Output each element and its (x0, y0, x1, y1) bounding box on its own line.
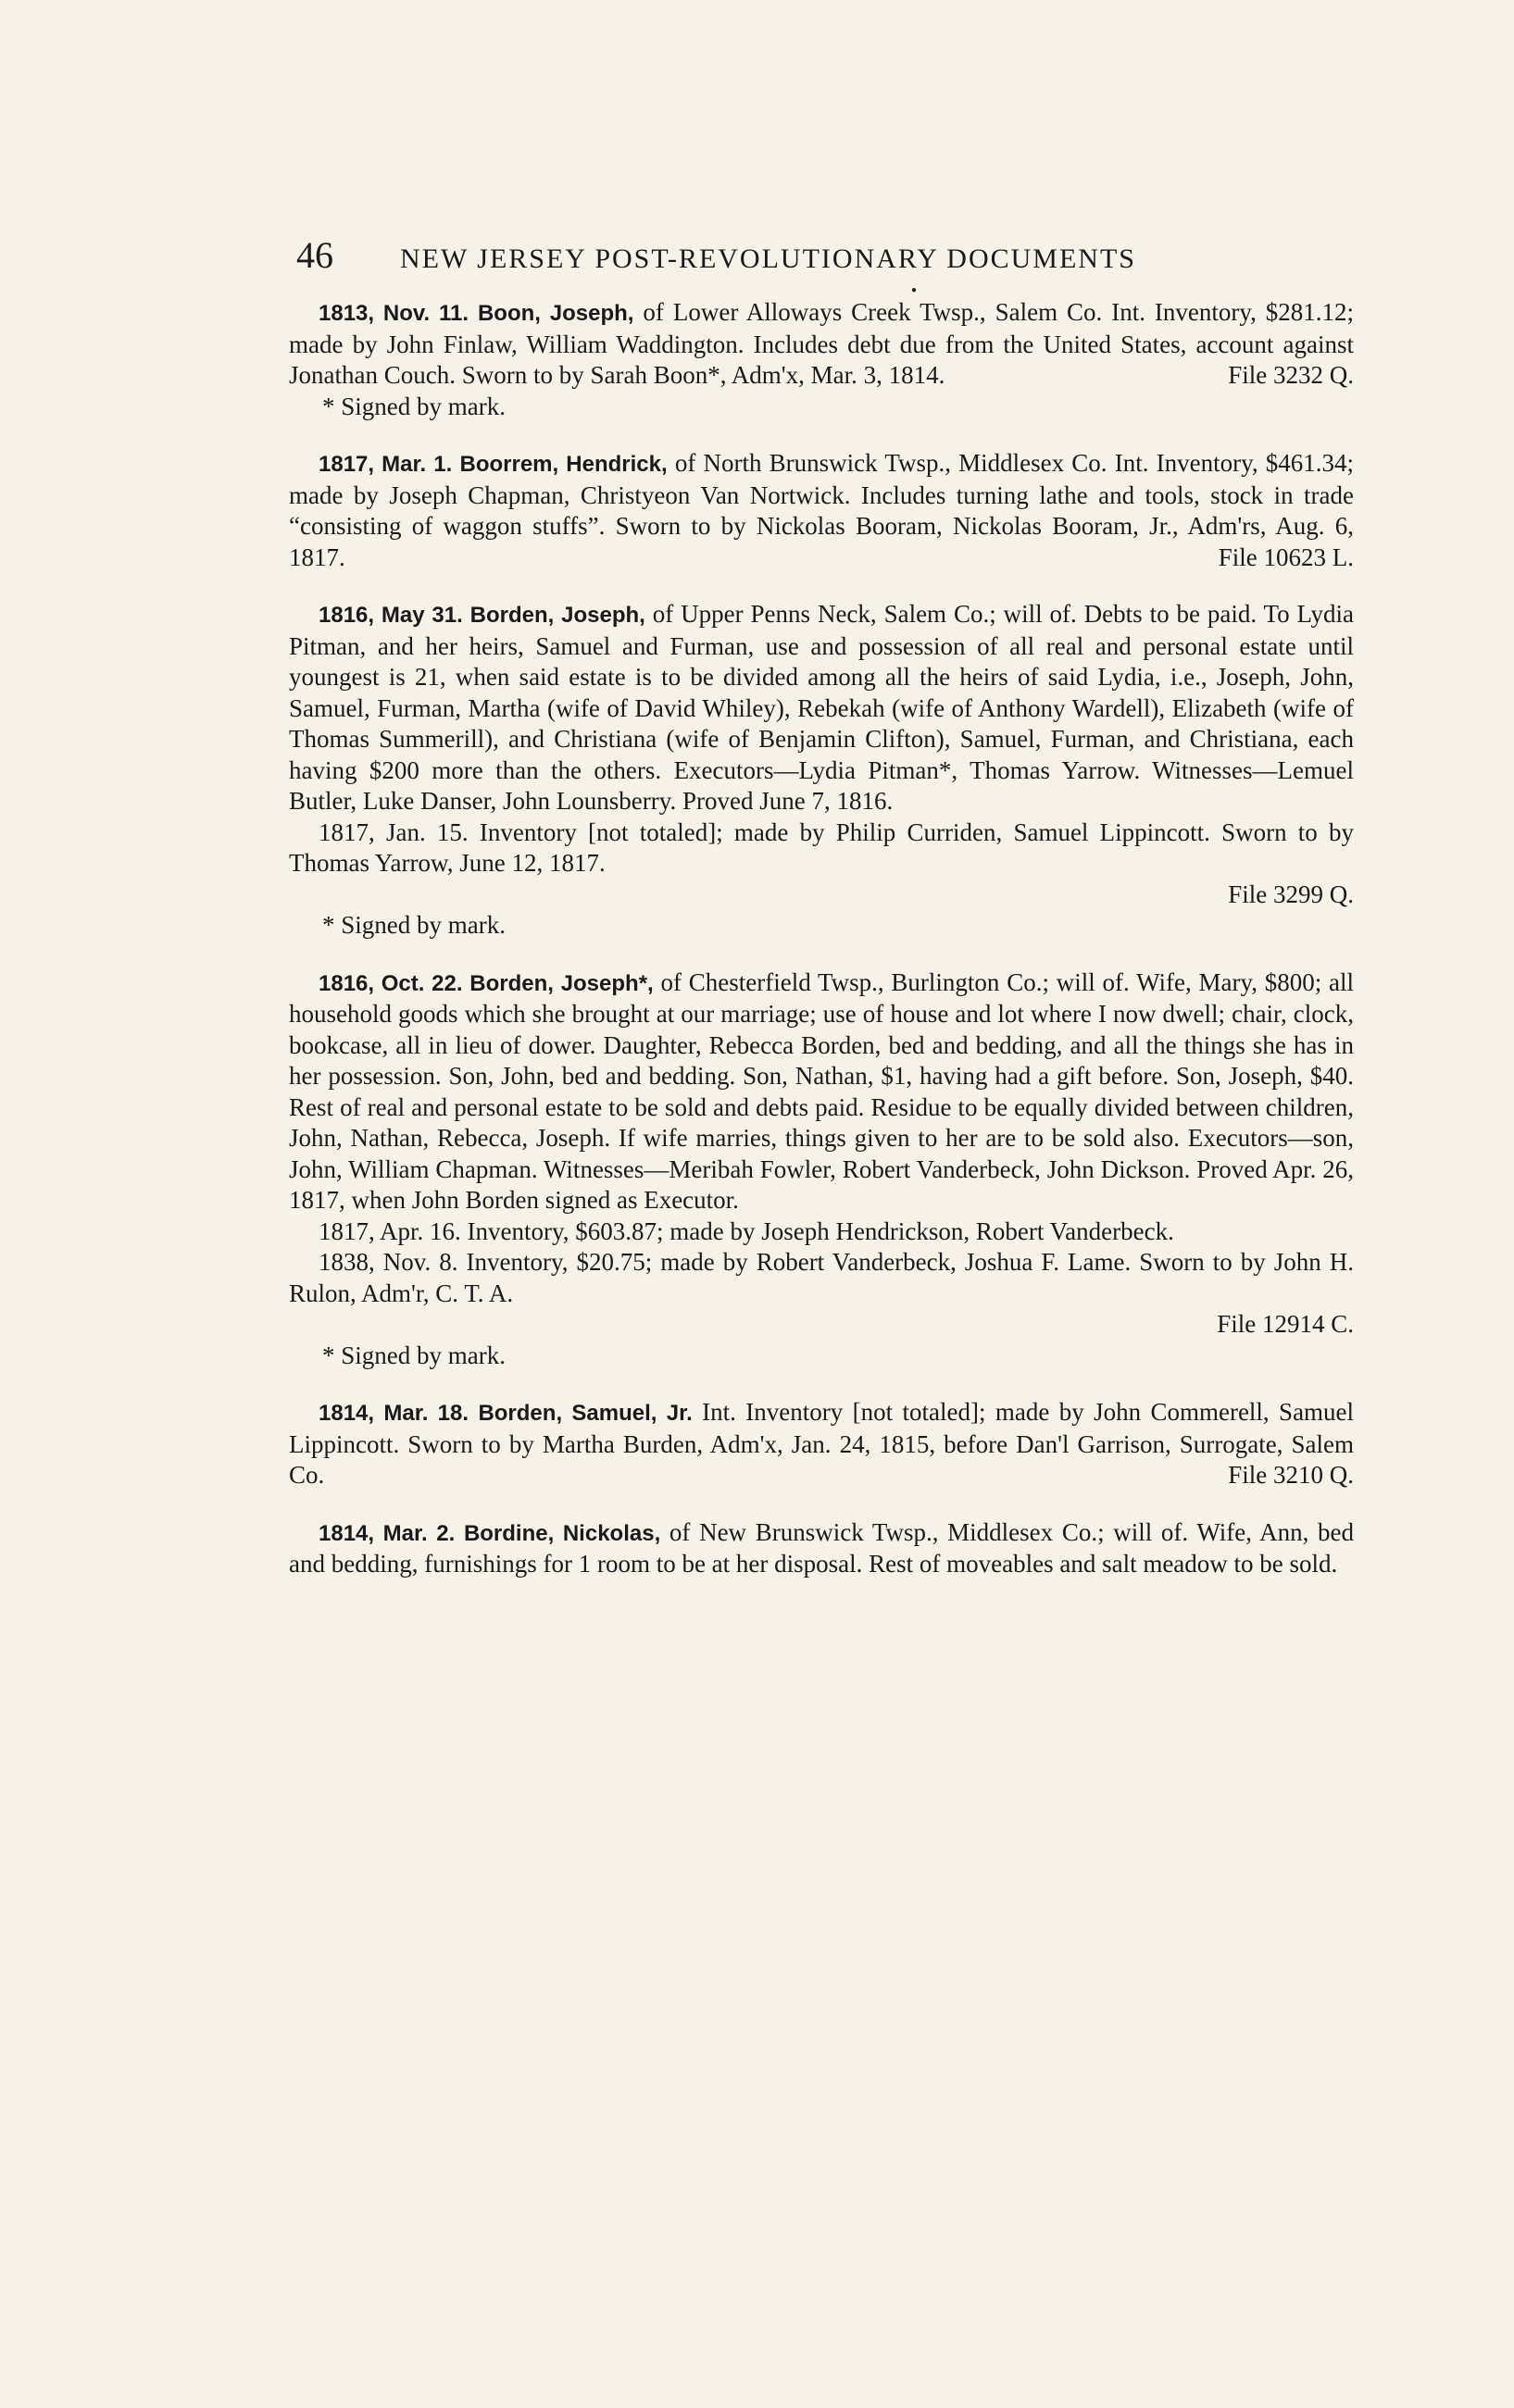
entry-borden-joseph-chesterfield (289, 967, 1354, 1372)
entry-paragraph (289, 1517, 1354, 1580)
file-reference: File 12914 C. (1217, 1310, 1354, 1338)
running-head (289, 233, 1354, 277)
entry-body: of New Brunswick Twsp., Middlesex Co.; will of. Wife, Ann, bed and bedding, furnishings for 1 room to be at her disposal. Rest of moveables and salt meadow to be sold. (289, 1517, 1355, 1578)
file-reference: File 3210 Q. (1228, 1461, 1354, 1489)
entry-paragraph (289, 967, 1354, 1216)
entry-name: Borden, Samuel, Jr. (478, 1401, 693, 1426)
entry-date: 1814, Mar. 2. (319, 1520, 456, 1546)
entry-paragraph (289, 599, 1354, 817)
entry-borden-joseph-salem (289, 599, 1354, 942)
entry-body: of North Brunswick Twsp., Middlesex Co. Int. Inventory, $461.34; made by Joseph Chapman, Christyeon Van Nortwick. Includes turning lathe and tools, stock in trade “consisting of waggon stuffs”. Sworn to by Nickolas Booram, Nickolas Booram, Jr., Adm'rs, Aug. 6, 1817. (289, 449, 1355, 571)
entry-name: Bordine, Nickolas, (463, 1520, 661, 1546)
entry-body: of Upper Penns Neck, Salem Co.; will of. Debts to be paid. To Lydia Pitman, and her heirs, Samuel and Furman, use and possession of all real and personal estate until youngest is 21, when said estate is to be divided among all the heirs of said Lydia, i.e., Joseph, John, Samuel, Furman, Martha (wife of David Whiley), Rebekah (wife of Anthony Wardell), Elizabeth (wife of Thomas Summerill), and Christiana (wife of Benjamin Clifton), Samuel, Furman, and Christiana, each having $200 more than the others. Executors—Lydia Pitman*, Thomas Yarrow. Witnesses—Lemuel Butler, Luke Danser, John Lounsberry. Proved June 7, 1816. (289, 600, 1355, 815)
entry-name: Borden, Joseph, (469, 603, 645, 628)
entry-date: 1814, Mar. 18. (319, 1401, 469, 1426)
file-reference: File 3299 Q. (1228, 880, 1354, 908)
entry-paragraph (289, 448, 1354, 573)
page-number: 46 (296, 234, 333, 276)
entry-boorrem-hendrick (289, 448, 1354, 573)
file-reference: File 3232 Q. (1228, 361, 1354, 389)
document-page (289, 233, 1354, 1606)
entry-body: of Chesterfield Twsp., Burlington Co.; will of. Wife, Mary, $800; all household goods which she brought at our marriage; use of house and lot where I now dwell; chair, clock, bookcase, all in lieu of dower. Daughter, Rebecca Borden, bed and bedding, and all the things she has in her possession. Son, John, bed and bedding. Son, Nathan, $1, having had a gift before. Son, Joseph, $40. Rest of real and personal estate to be sold and debts paid. Residue to be equally divided between children, John, Nathan, Rebecca, Joseph. If wife marries, things given to her are to be sold also. Executors—son, John, William Chapman. Witnesses—Meribah Fowler, Robert Vanderbeck, John Dickson. Proved Apr. 26, 1817, when John Borden signed as Executor. (289, 967, 1355, 1214)
entry-borden-samuel-jr (289, 1397, 1354, 1491)
ornament-dot: ● (910, 285, 918, 295)
entry-continuation: 1817, Jan. 15. Inventory [not totaled]; made by Philip Curriden, Samuel Lippincott. Sworn to by Thomas Yarrow, June 12, 1817. (289, 817, 1354, 877)
footnote: * Signed by mark. (322, 392, 506, 420)
entry-boon-joseph (289, 297, 1354, 422)
footnote: * Signed by mark. (322, 1341, 506, 1369)
entry-paragraph (289, 297, 1354, 392)
file-reference: File 10623 L. (1218, 543, 1354, 571)
entry-body: Int. Inventory [not totaled]; made by John Commerell, Samuel Lippincott. Sworn to by Martha Burden, Adm'x, Jan. 24, 1815, before Dan'l Garrison, Surrogate, Salem Co. (289, 1398, 1355, 1489)
footnote: * Signed by mark. (322, 911, 506, 939)
entry-name: Borden, Joseph*, (469, 970, 654, 996)
entry-name: Boon, Joseph, (477, 301, 634, 326)
entry-bordine-nickolas (289, 1517, 1354, 1580)
entry-body: of Lower Alloways Creek Twsp., Salem Co. Int. Inventory, $281.12; made by John Finlaw, William Waddington. Includes debt due from the United States, account against Jonathan Couch. Sworn to by Sarah Boon*, Adm'x, Mar. 3, 1814. (289, 298, 1355, 389)
entry-date: 1817, Mar. 1. (319, 452, 453, 477)
entry-name: Boorrem, Hendrick, (459, 452, 668, 477)
entry-continuation: 1838, Nov. 8. Inventory, $20.75; made by Robert Vanderbeck, Joshua F. Lame. Sworn to by John H. Rulon, Adm'r, C. T. A. (289, 1248, 1354, 1307)
entry-date: 1816, May 31. (319, 603, 463, 628)
running-title: NEW JERSEY POST-REVOLUTIONARY DOCUMENTS (400, 243, 1136, 274)
entry-date: 1816, Oct. 22. (319, 970, 463, 996)
entry-continuation: 1817, Apr. 16. Inventory, $603.87; made by Joseph Hendrickson, Robert Vanderbeck. (319, 1216, 1174, 1245)
entry-date: 1813, Nov. 11. (319, 301, 469, 326)
entry-paragraph (289, 1397, 1354, 1491)
